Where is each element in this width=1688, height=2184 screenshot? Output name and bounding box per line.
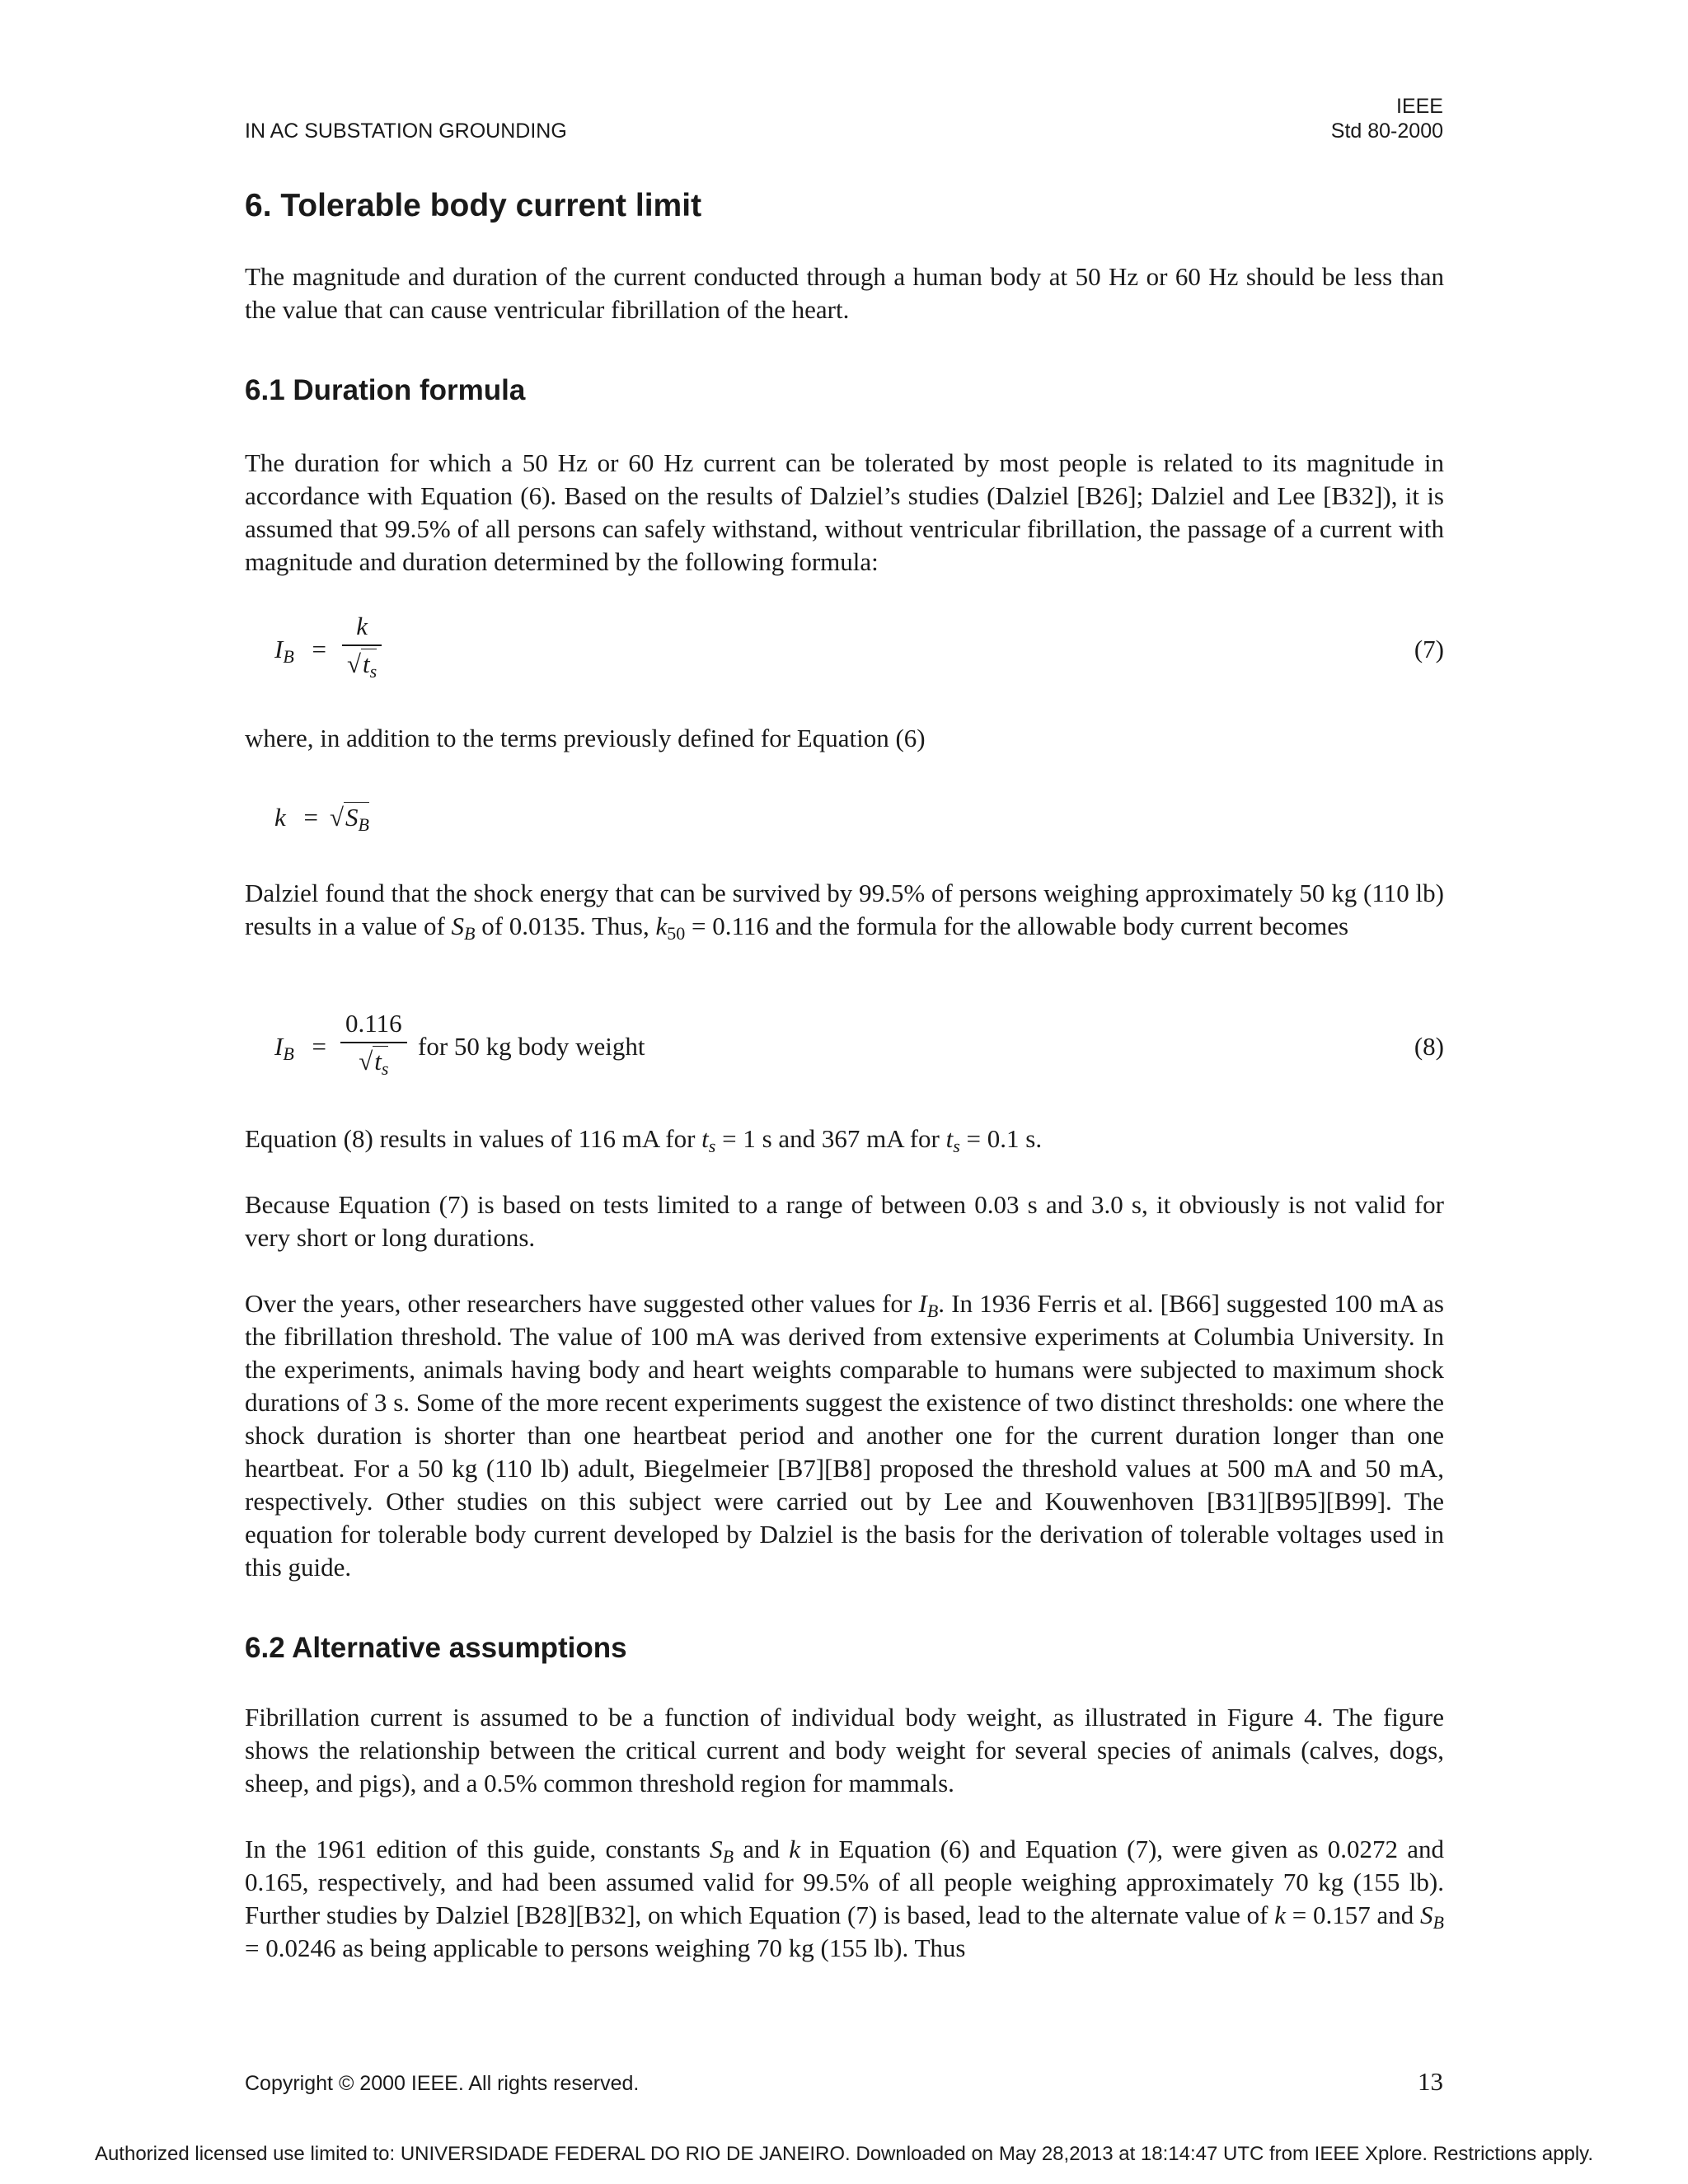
eq8-lhs: I <box>274 1032 284 1061</box>
text-run: In the 1961 edition of this guide, constants <box>245 1835 710 1863</box>
paragraph-6-2-1: Fibrillation current is assumed to be a function of individual body weight, as illustrated in Figure 4. The figure shows the relationship between the critical current and body weight for several species of animals (calves, dogs, sheep, and pigs), and a 0.5% common threshold region for mammals. <box>245 1703 1444 1797</box>
subsection-title-6-1: 6.1 Duration formula <box>245 374 526 406</box>
symbol-i: I <box>918 1289 927 1318</box>
paragraph-where: where, in addition to the terms previously defined for Equation (6) <box>245 724 926 752</box>
equation-8 <box>245 1009 1444 1088</box>
eq7-lhs-sub: B <box>283 646 294 667</box>
symbol-sub: s <box>708 1136 716 1156</box>
equation-number-7: (7) <box>1414 635 1444 663</box>
eqk-radicand: S <box>345 803 359 832</box>
eq7-denominator-sub: s <box>369 661 377 682</box>
eq8-numerator: 0.116 <box>345 1009 402 1038</box>
section-title: 6. Tolerable body current limit <box>245 188 702 223</box>
symbol-t: t <box>701 1124 709 1153</box>
authorized-use-notice: Authorized licensed use limited to: UNIVERSIDADE FEDERAL DO RIO DE JANEIRO. Downloaded on May 28,2013 at 18:14:47 UTC from IEEE Xplore. Restrictions apply. <box>94 2143 1594 2165</box>
symbol-k: k <box>655 912 668 940</box>
symbol-s: S <box>451 912 465 940</box>
equation-number-8: (8) <box>1414 1032 1444 1061</box>
header-ieee: IEEE <box>1396 95 1443 118</box>
paragraph-other-researchers <box>245 1287 1444 1584</box>
eq8-condition: for 50 kg body weight <box>418 1032 645 1061</box>
paragraph-eq8-results <box>245 1122 1444 1155</box>
symbol-k: k <box>1274 1900 1287 1929</box>
running-header-title: IN AC SUBSTATION GROUNDING <box>245 120 567 143</box>
symbol-sub: 50 <box>667 923 686 944</box>
equation-7 <box>245 612 1444 691</box>
symbol-sub: s <box>953 1136 960 1156</box>
symbol-k: k <box>789 1835 800 1863</box>
paragraph-validity-range: Because Equation (7) is based on tests limited to a range of between 0.03 s and 3.0 s, it obviously is not valid for very short or long durations. <box>245 1190 1444 1252</box>
eqk-lhs: k <box>274 803 286 832</box>
sqrt-icon: √ <box>359 1047 373 1076</box>
paragraph-dalziel-energy <box>245 877 1444 943</box>
eq7-equals: = <box>312 635 327 663</box>
text-run: Over the years, other researchers have suggested other values for <box>245 1289 919 1318</box>
eq8-fraction <box>340 1009 407 1079</box>
text-run: = 1 s and 367 mA for <box>715 1124 946 1153</box>
symbol-sub: B <box>1432 1912 1444 1933</box>
copyright-notice: Copyright © 2000 IEEE. All rights reserved. <box>245 2072 640 2095</box>
symbol-s: S <box>1420 1900 1433 1929</box>
paragraph-6-2-2 <box>245 1833 1444 1965</box>
symbol-sub: B <box>926 1301 939 1321</box>
eqk-radicand-sub: B <box>358 814 369 835</box>
eqk-equals: = <box>303 803 318 832</box>
eq8-lhs-sub: B <box>283 1043 294 1064</box>
eq7-fraction <box>342 612 382 682</box>
symbol-s: S <box>710 1835 723 1863</box>
symbol-sub: B <box>464 923 476 944</box>
text-run: in Equation (6) and Equation (7), were given as 0.0272 and 0.165, respectively, and had been assumed valid for 99.5% of all people weighing approximately 70 kg (155 lb). Further studies by Dalziel [B28][B32], on which Equation (7) is based, lead to the alternate value of <box>245 1835 1444 1929</box>
subsection-title-6-2: 6.2 Alternative assumptions <box>245 1632 627 1664</box>
text-run: = 0.116 and the formula for the allowable body current becomes <box>685 912 1349 940</box>
sqrt-icon: √ <box>347 649 362 678</box>
page-number: 13 <box>1418 2067 1443 2096</box>
text-run: Equation (8) results in values of 116 mA for <box>245 1124 702 1153</box>
text-run: = 0.0246 as being applicable to persons weighing 70 kg (155 lb). Thus <box>245 1933 966 1962</box>
eq7-lhs: I <box>274 635 284 663</box>
text-run: of 0.0135. Thus, <box>475 912 656 940</box>
equation-k <box>245 798 1444 839</box>
text-run: = 0.157 and <box>1286 1900 1421 1929</box>
text-run: and <box>734 1835 790 1863</box>
sqrt-icon: √ <box>330 803 345 832</box>
symbol-t: t <box>945 1124 954 1153</box>
paragraph-6-1-1: The duration for which a 50 Hz or 60 Hz current can be tolerated by most people is related to its magnitude in accordance with Equation (6). Based on the results of Dalziel’s studies (Dalziel [B26]; Dalziel and Lee [B32]), it is assumed that 99.5% of all persons can safely withstand, without ventricular fibrillation, the passage of a current with magnitude and duration determined by the following formula: <box>245 448 1444 576</box>
section-intro: The magnitude and duration of the current conducted through a human body at 50 Hz or 60 Hz should be less than the value that can cause ventricular fibrillation of the heart. <box>245 262 1444 324</box>
running-header-std <box>1331 94 1443 143</box>
header-std-number: Std 80-2000 <box>1330 120 1443 143</box>
eq8-equals: = <box>312 1032 327 1061</box>
text-run: = 0.1 s. <box>959 1124 1043 1153</box>
text-run: Dalziel found that the shock energy that can be survived by 99.5% of persons weighing approximately 50 kg (110 lb) results in a value of <box>245 879 1444 940</box>
eq8-denominator: t <box>374 1047 382 1076</box>
text-run: . In 1936 Ferris et al. [B66] suggested 100 mA as the fibrillation threshold. The value of 100 mA was derived from extensive experiments at Columbia University. In the experiments, animals having body and heart weights comparable to humans were subjected to maximum shock durations of 3 s. Some of the more recent experiments suggest the existence of two distinct thresholds: one where the shock duration is shorter than one heartbeat period and another one for the current duration longer than one heartbeat. For a 50 kg (110 lb) adult, Biegelmeier [B7][B8] proposed the threshold values at 500 mA and 50 mA, respectively. Other studies on this subject were carried out by Lee and Kouwenhoven [B31][B95][B99]. The equation for tolerable body current developed by Dalziel is the basis for the derivation of tolerable voltages used in this guide. <box>245 1289 1444 1582</box>
eq8-denominator-sub: s <box>381 1058 389 1079</box>
eq7-numerator: k <box>356 612 368 640</box>
eq7-denominator: t <box>363 649 370 678</box>
symbol-sub: B <box>722 1846 734 1867</box>
